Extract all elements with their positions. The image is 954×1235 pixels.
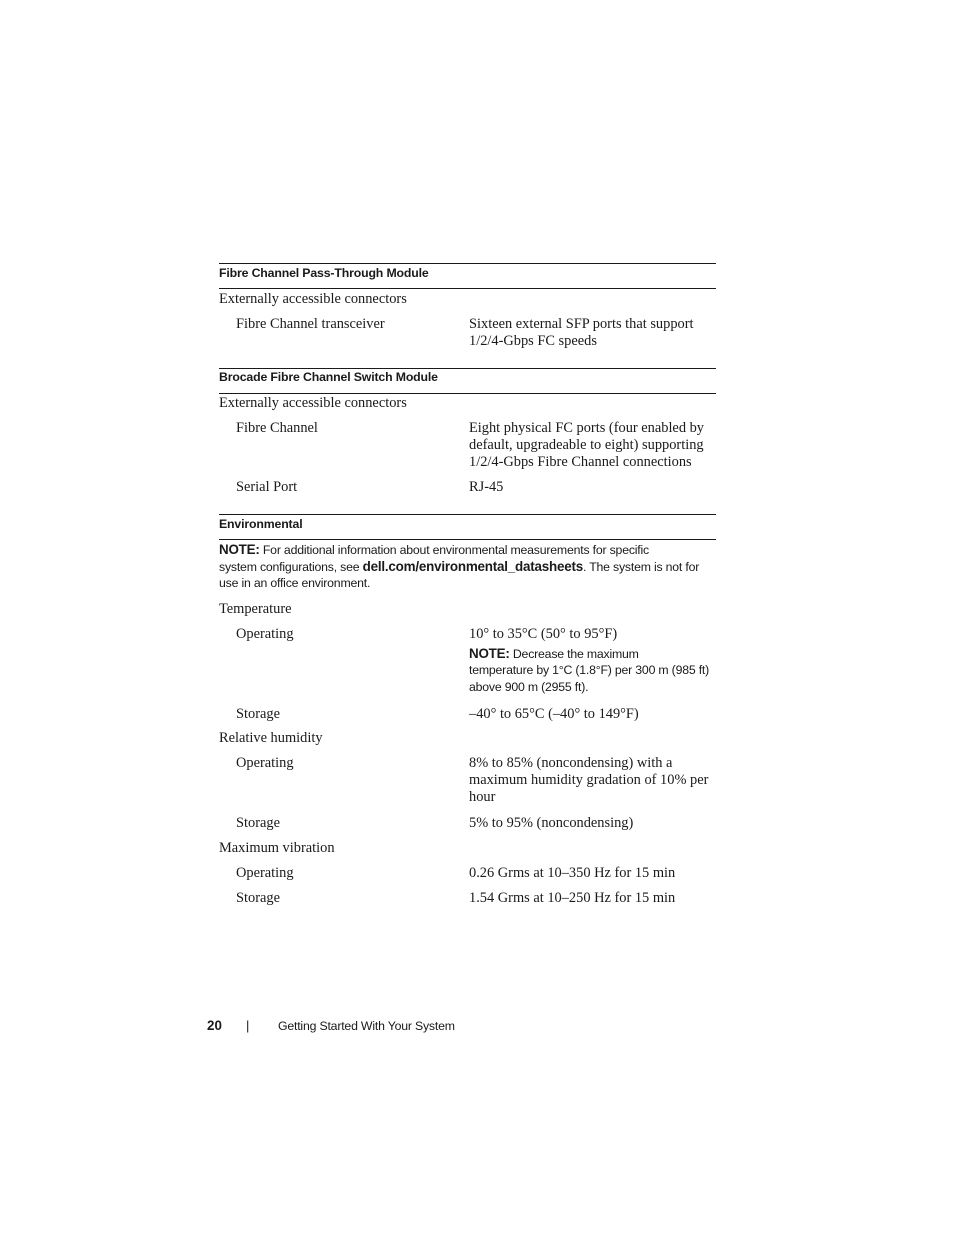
value-line: 1/2/4-Gbps FC speeds <box>469 333 597 349</box>
datasheets-link[interactable]: dell.com/environmental_datasheets <box>362 559 583 574</box>
note-text: . The system is not for <box>582 560 700 574</box>
group-label-connectors: Externally accessible connectors <box>219 395 407 411</box>
note-text: system configurations, see <box>219 560 363 574</box>
row-label-temp-operating: Operating <box>236 626 294 642</box>
section-top-rule <box>219 514 716 515</box>
value-line: default, upgradeable to eight) supporting <box>469 437 704 453</box>
row-label-humidity-storage: Storage <box>236 815 280 831</box>
row-value-fibre-channel <box>469 420 704 471</box>
section-title-fc-pass-through: Fibre Channel Pass-Through Module <box>219 266 429 280</box>
row-label-serial-port: Serial Port <box>236 479 298 495</box>
row-value-vibration-operating: 0.26 Grms at 10–350 Hz for 15 min <box>469 865 676 881</box>
footer-separator: | <box>246 1018 250 1033</box>
section-title-environmental: Environmental <box>219 517 303 531</box>
note-text: Decrease the maximum <box>509 647 639 661</box>
row-label-vibration-operating: Operating <box>236 865 294 881</box>
value-line: hour <box>469 789 496 805</box>
group-label-humidity: Relative humidity <box>219 730 323 746</box>
value-line: maximum humidity gradation of 10% per <box>469 772 709 788</box>
row-label-fibre-channel: Fibre Channel <box>236 420 318 436</box>
row-label-fc-transceiver: Fibre Channel transceiver <box>236 316 385 332</box>
section-top-rule <box>219 263 716 264</box>
value-line: 8% to 85% (noncondensing) with a <box>469 755 673 771</box>
row-label-temp-storage: Storage <box>236 706 280 722</box>
note-text: temperature by 1°C (1.8°F) per 300 m (985 ft) <box>469 663 710 677</box>
temp-operating-note <box>469 645 709 696</box>
note-text: For additional information about environmental measurements for specific <box>259 543 650 557</box>
section-header-rule <box>219 288 716 289</box>
row-value-temp-operating: 10° to 35°C (50° to 95°F) <box>469 626 618 642</box>
row-value-serial-port: RJ-45 <box>469 479 504 495</box>
page-number: 20 <box>207 1018 222 1033</box>
note-label: NOTE: <box>219 542 260 557</box>
value-line: Eight physical FC ports (four enabled by <box>469 420 705 436</box>
row-value-vibration-storage: 1.54 Grms at 10–250 Hz for 15 min <box>469 890 676 906</box>
value-line: 1/2/4-Gbps Fibre Channel connections <box>469 454 692 470</box>
section-header-rule <box>219 393 716 394</box>
group-label-temperature: Temperature <box>219 601 292 617</box>
note-text: above 900 m (2955 ft). <box>469 680 589 694</box>
environmental-note <box>219 541 699 592</box>
section-title-brocade: Brocade Fibre Channel Switch Module <box>219 370 438 384</box>
section-top-rule <box>219 368 716 369</box>
row-value-humidity-storage: 5% to 95% (noncondensing) <box>469 815 634 831</box>
row-value-humidity-operating <box>469 755 708 806</box>
note-label: NOTE: <box>469 646 510 661</box>
section-header-rule <box>219 539 716 540</box>
row-value-fc-transceiver <box>469 316 694 350</box>
group-label-connectors: Externally accessible connectors <box>219 291 407 307</box>
row-label-humidity-operating: Operating <box>236 755 294 771</box>
footer-title: Getting Started With Your System <box>278 1019 455 1033</box>
row-label-vibration-storage: Storage <box>236 890 280 906</box>
row-value-temp-storage: –40° to 65°C (–40° to 149°F) <box>469 706 639 722</box>
note-text: use in an office environment. <box>219 576 371 590</box>
value-line: Sixteen external SFP ports that support <box>469 316 694 332</box>
group-label-vibration: Maximum vibration <box>219 840 335 856</box>
